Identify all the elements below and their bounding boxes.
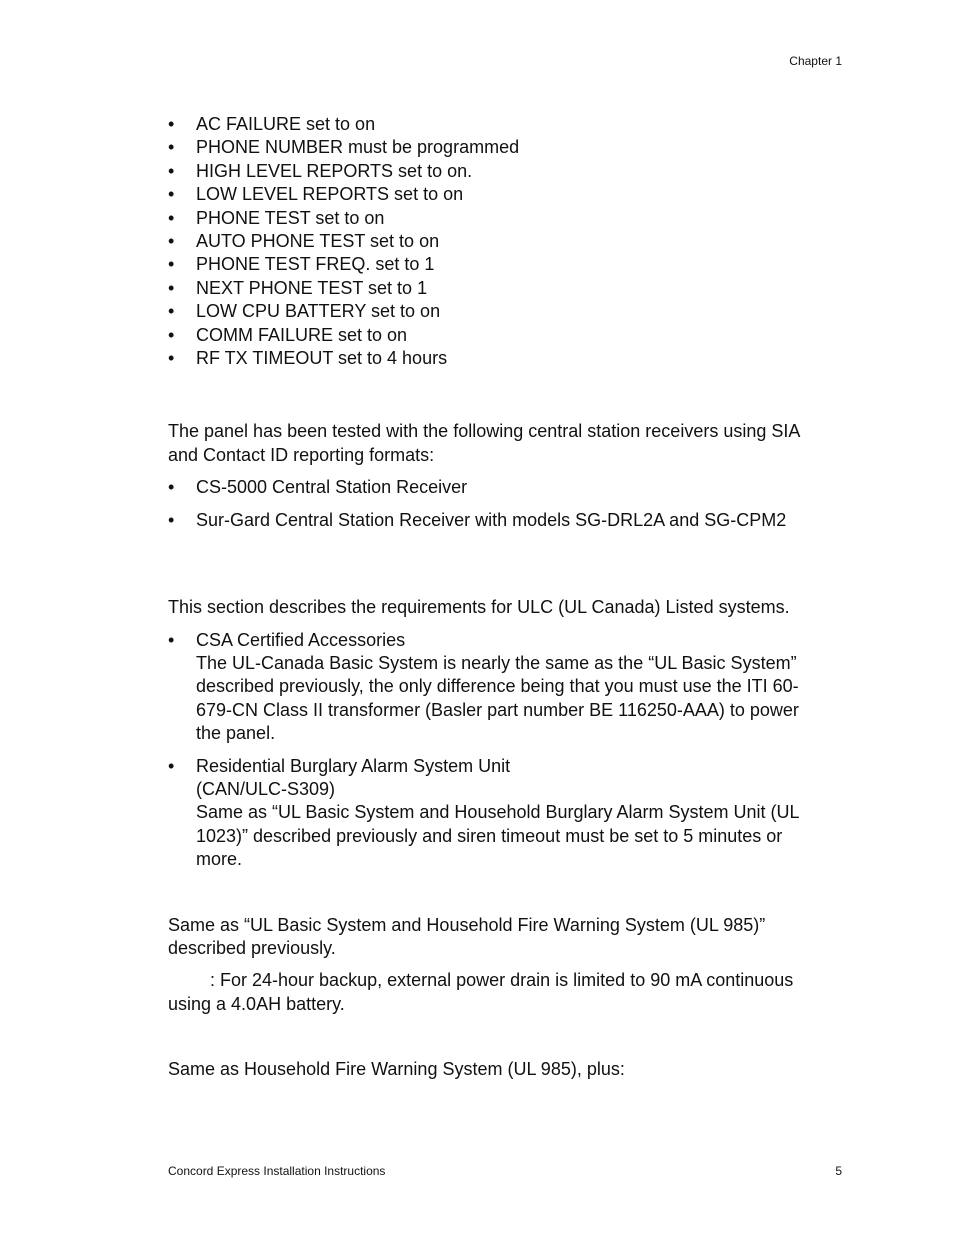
- footer-title: Concord Express Installation Instructions: [168, 1164, 386, 1178]
- list-item: • CS-5000 Central Station Receiver: [168, 476, 828, 499]
- ulc-item-body: The UL-Canada Basic System is nearly the same as the “UL Basic System” described previously, the only difference being that you must use the ITI 60-679-CN Class II transformer (Basler part number BE 116250-AAA) to power the panel.: [196, 652, 799, 744]
- fire-note-text: : For 24-hour backup, external power drain is limited to 90 mA continuous using a 4.0AH battery.: [168, 970, 794, 1014]
- receivers-intro: The panel has been tested with the following central station receivers using SIA and Contact ID reporting formats:: [168, 421, 800, 465]
- household-paragraph: Same as Household Fire Warning System (UL 985), plus:: [168, 1059, 625, 1080]
- ulc-item-subtitle: (CAN/ULC-S309): [196, 778, 336, 799]
- page-header-chapter: Chapter 1: [789, 54, 842, 68]
- list-item: • PHONE TEST FREQ. set to 1: [168, 253, 828, 276]
- list-item: • HIGH LEVEL REPORTS set to on.: [168, 160, 828, 183]
- list-item: • Sur-Gard Central Station Receiver with models SG-DRL2A and SG-CPM2: [168, 509, 828, 532]
- page-content: [168, 113, 828, 1082]
- fire-paragraph: Same as “UL Basic System and Household Fire Warning System (UL 985)” described previously.: [168, 914, 766, 958]
- list-item: • PHONE NUMBER must be programmed: [168, 136, 828, 159]
- ulc-list: [168, 629, 828, 872]
- fire-note: [168, 969, 828, 1016]
- list-item: • PHONE TEST set to on: [168, 207, 828, 230]
- list-item: • LOW CPU BATTERY set to on: [168, 300, 828, 323]
- ulc-item-body: Same as “UL Basic System and Household Burglary Alarm System Unit (UL 1023)” described previously and siren timeout must be set to 5 minutes or more.: [196, 802, 799, 870]
- list-item: • AC FAILURE set to on: [168, 113, 828, 136]
- ulc-item-title: • CSA Certified Accessories: [196, 629, 406, 650]
- list-item: • COMM FAILURE set to on: [168, 324, 828, 347]
- ulc-item-title: • Residential Burglary Alarm System Unit: [196, 755, 511, 776]
- list-item: [168, 629, 828, 746]
- receivers-list: [168, 476, 828, 532]
- list-item: • AUTO PHONE TEST set to on: [168, 230, 828, 253]
- list-item: • LOW LEVEL REPORTS set to on: [168, 183, 828, 206]
- ulc-intro: This section describes the requirements for ULC (UL Canada) Listed systems.: [168, 597, 790, 618]
- list-item: • NEXT PHONE TEST set to 1: [168, 277, 828, 300]
- list-item: [168, 755, 828, 872]
- settings-list: [168, 113, 828, 370]
- footer-page-number: 5: [835, 1164, 842, 1178]
- list-item: • RF TX TIMEOUT set to 4 hours: [168, 347, 828, 370]
